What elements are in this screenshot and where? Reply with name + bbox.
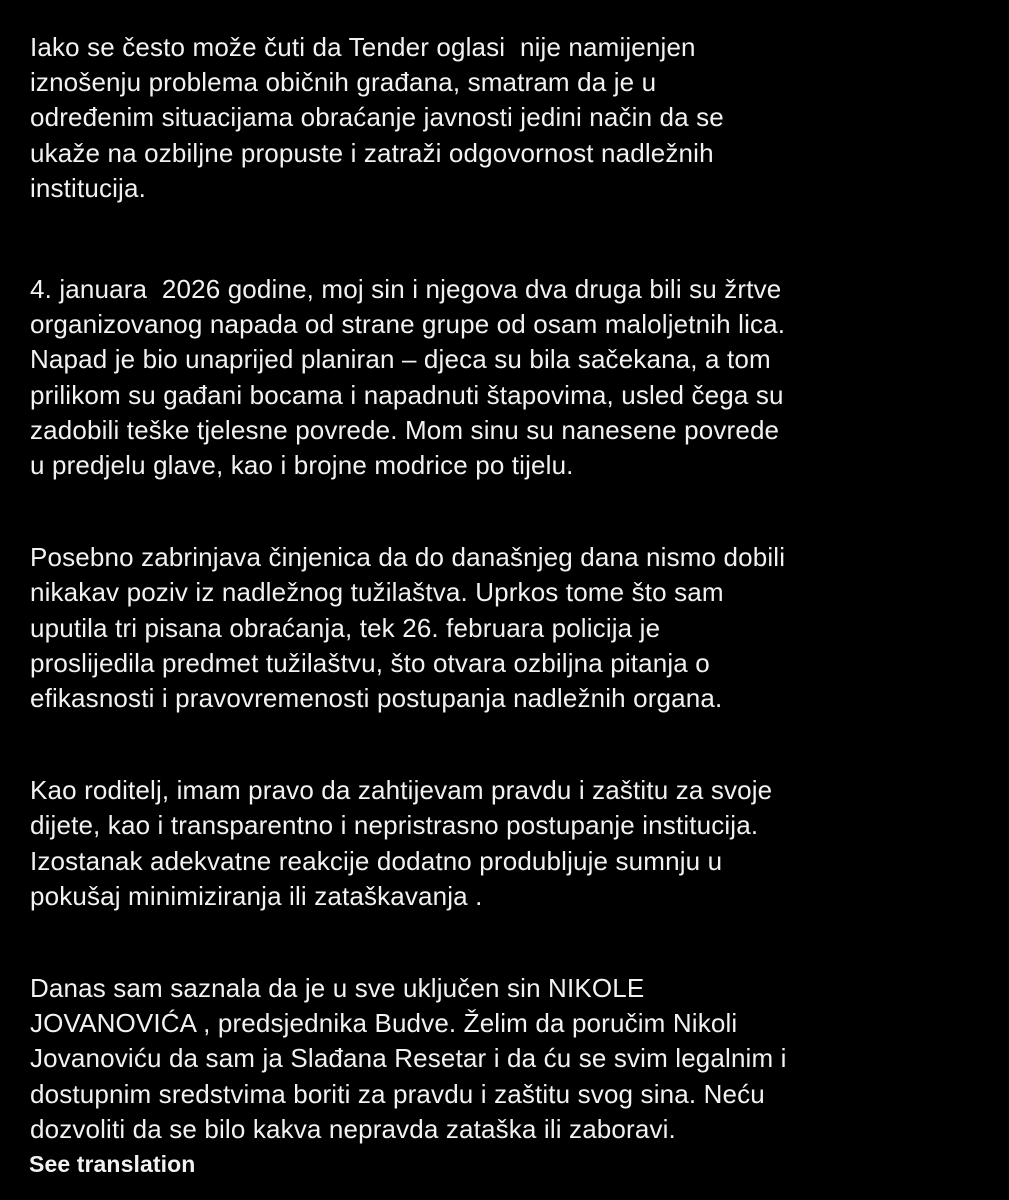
text-line: Danas sam saznala da je u sve uključen sin NIKOLE bbox=[30, 973, 645, 1004]
text-line: Jovanoviću da sam ja Slađana Resetar i da ću se svim legalnim i bbox=[30, 1043, 787, 1074]
text-line: zadobili teške tjelesne povrede. Mom sinu su nanesene povrede bbox=[30, 414, 780, 445]
text-line: dostupnim sredstvima boriti za pravdu i zaštitu svog sina. Neću bbox=[30, 1078, 765, 1109]
text-line: Posebno zabrinjava činjenica da do današnjeg dana nismo dobili bbox=[30, 542, 786, 573]
text-line: iznošenju problema običnih građana, smatram da je u bbox=[30, 67, 657, 98]
text-line: organizovanog napada od strane grupe od osam maloljetnih lica. bbox=[30, 309, 786, 340]
post-paragraph bbox=[30, 971, 990, 1147]
text-line: Napad je bio unaprijed planiran – djeca su bila sačekana, a tom bbox=[30, 344, 771, 375]
see-translation-link[interactable]: See translation bbox=[29, 1151, 196, 1177]
text-line: efikasnosti i pravovremenosti postupanja nadležnih organa. bbox=[30, 683, 723, 714]
text-line: proslijedila predmet tužilaštvu, što otvara ozbiljna pitanja o bbox=[30, 647, 710, 678]
text-line: ukaže na ozbiljne propuste i zatraži odgovornost nadležnih bbox=[30, 137, 714, 168]
post-paragraph bbox=[30, 773, 990, 914]
text-line: dijete, kao i transparentno i nepristrasno postupanje institucija. bbox=[30, 810, 759, 841]
text-line: Izostanak adekvatne reakcije dodatno produbljuje sumnju u bbox=[30, 845, 723, 876]
text-line: Kao roditelj, imam pravo da zahtijevam pravdu i zaštitu za svoje bbox=[30, 775, 773, 806]
text-line: 4. januara 2026 godine, moj sin i njegova dva druga bili su žrtve bbox=[30, 274, 782, 305]
text-line: nikakav poziv iz nadležnog tužilaštva. Uprkos tome što sam bbox=[30, 577, 724, 608]
post-paragraph bbox=[30, 30, 990, 206]
post-body bbox=[30, 30, 990, 1147]
text-line: dozvoliti da se bilo kakva nepravda zataška ili zaboravi. bbox=[30, 1113, 676, 1144]
text-line: JOVANOVIĆA , predsjednika Budve. Želim da poručim Nikoli bbox=[30, 1008, 738, 1039]
text-line: Iako se često može čuti da Tender oglasi nije namijenjen bbox=[30, 32, 696, 62]
post-paragraph bbox=[30, 540, 990, 716]
text-line: institucija. bbox=[30, 172, 146, 203]
text-line: pokušaj minimiziranja ili zataškavanja . bbox=[30, 880, 483, 911]
text-line: određenim situacijama obraćanje javnosti jedini način da se bbox=[30, 102, 724, 133]
post-paragraph bbox=[30, 272, 990, 483]
text-line: prilikom su gađani bocama i napadnuti štapovima, usled čega su bbox=[30, 379, 784, 410]
text-line: uputila tri pisana obraćanja, tek 26. februara policija je bbox=[30, 612, 661, 643]
text-line: u predjelu glave, kao i brojne modrice po tijelu. bbox=[30, 450, 574, 481]
